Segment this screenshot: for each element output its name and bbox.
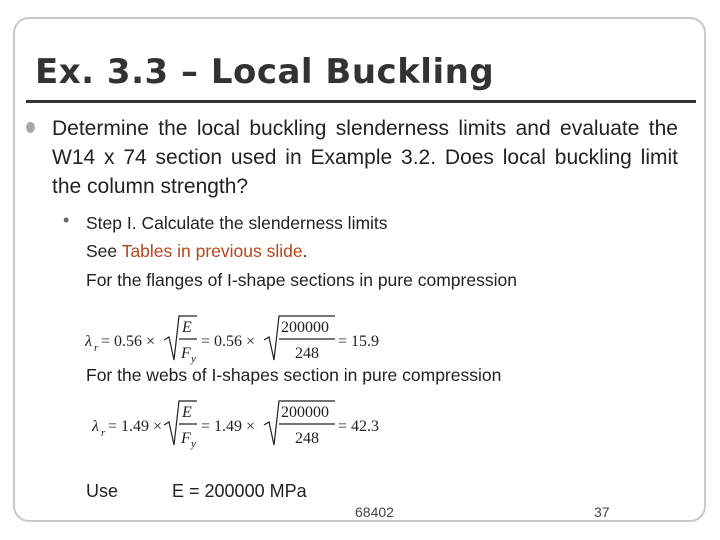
footer-course-code: 68402 — [355, 504, 394, 520]
yield-subscript: y — [191, 353, 196, 365]
step-text: Step I. Calculate the slenderness limits — [86, 213, 388, 233]
flange-equation — [85, 310, 405, 368]
coef-2: = 1.49 × — [201, 418, 256, 435]
coef-1: = 1.49 × — [108, 418, 163, 435]
modulus-value: 200000 — [281, 319, 329, 336]
modulus-statement: E = 200000 MPa — [172, 481, 307, 501]
coef-1: = 0.56 × — [101, 333, 156, 350]
lambda-subscript: r — [101, 427, 106, 439]
see-suffix: . — [302, 241, 308, 261]
bullet-dot-icon — [26, 122, 35, 133]
yield-f: F — [181, 345, 191, 362]
yield-f: F — [181, 430, 191, 447]
lambda-symbol: λ — [92, 418, 99, 435]
sub-bullet-icon: • — [63, 210, 70, 230]
use-label: Use — [86, 481, 119, 501]
modulus-value: 200000 — [281, 404, 329, 421]
slide-number: 37 — [594, 504, 610, 520]
slide-title: Ex. 3.3 – Local Buckling — [35, 52, 495, 92]
modulus-e: E — [182, 404, 192, 421]
flange-result: = 15.9 — [338, 333, 380, 350]
problem-statement: Determine the local buckling slenderness limits and evaluate the W14 x 74 section used in Example 3.2. Does local buckling limit the column strength? — [52, 117, 678, 198]
web-case-text: For the webs of I-shapes section in pure compression — [86, 365, 502, 385]
see-tables-line — [86, 241, 308, 262]
yield-value: 248 — [295, 430, 319, 447]
web-equation — [85, 395, 405, 453]
lambda-symbol: λ — [85, 333, 92, 350]
web-result: = 42.3 — [338, 418, 380, 435]
see-prefix: See — [86, 241, 122, 261]
modulus-e: E — [182, 319, 192, 336]
tables-link[interactable]: Tables in previous slide — [121, 241, 303, 261]
yield-value: 248 — [295, 345, 319, 362]
lambda-subscript: r — [94, 342, 99, 354]
flange-case-text: For the flanges of I-shape sections in pure compression — [86, 270, 517, 290]
title-divider — [26, 100, 696, 103]
coef-2: = 0.56 × — [201, 333, 256, 350]
yield-subscript: y — [191, 438, 196, 450]
